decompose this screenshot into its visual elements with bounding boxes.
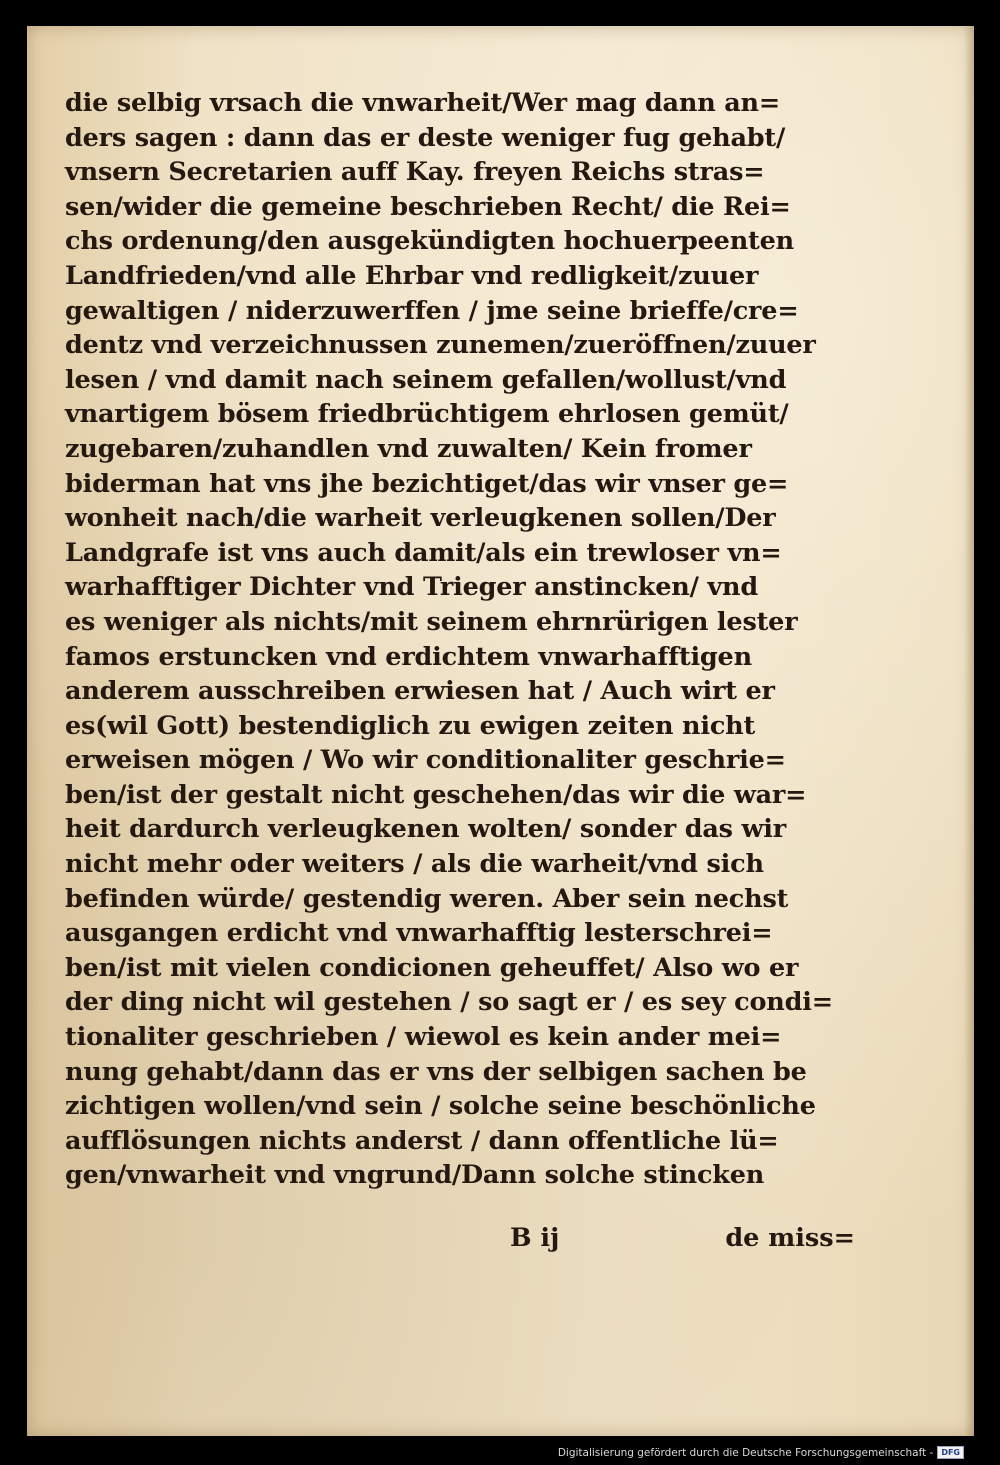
text-line: vnsern Secretarien auff Kay. freyen Reichs stras=	[65, 157, 765, 188]
text-line: es weniger als nichts/mit seinem ehrnrürigen lester	[65, 606, 798, 637]
text-line: dentz vnd verzeichnussen zunemen/zueröffnen/zuuer	[65, 330, 816, 361]
text-line: nung gehabt/dann das er vns der selbigen sachen be	[65, 1056, 807, 1087]
text-line: biderman hat vns jhe bezichtiget/das wir vnser ge=	[65, 468, 789, 499]
text-line: famos erstuncken vnd erdichtem vnwarhafftigen	[65, 641, 752, 672]
text-line: lesen / vnd damit nach seinem gefallen/wollust/vnd	[65, 364, 787, 395]
signature-line	[65, 1221, 855, 1255]
text-line: der ding nicht wil gestehen / so sagt er / es sey condi=	[65, 987, 833, 1018]
body-text	[65, 86, 855, 1193]
signature-mark: B ij	[510, 1223, 560, 1253]
text-line: vnartigem bösem friedbrüchtigem ehrlosen gemüt/	[65, 399, 789, 430]
funding-credit	[558, 1446, 964, 1459]
text-line: zichtigen wollen/vnd sein / solche seine beschönliche	[65, 1091, 816, 1122]
text-line: sen/wider die gemeine beschrieben Recht/ die Rei=	[65, 191, 791, 222]
text-line: ben/ist der gestalt nicht geschehen/das wir die war=	[65, 779, 807, 810]
text-line: ders sagen : dann das er deste weniger fug gehabt/	[65, 122, 786, 153]
funding-credit-text: Digitalisierung gefördert durch die Deutsche Forschungsgemeinschaft -	[557, 1446, 934, 1459]
text-line: Landfrieden/vnd alle Ehrbar vnd redligkeit/zuuer	[65, 260, 759, 291]
text-line: die selbig vrsach die vnwarheit/Wer mag dann an=	[65, 88, 781, 118]
text-line: gen/vnwarheit vnd vngrund/Dann solche stincken	[65, 1160, 765, 1191]
text-line: ben/ist mit vielen condicionen geheuffet/ Also wo er	[65, 952, 799, 983]
text-line: aufflösungen nichts anderst / dann offentliche lü=	[65, 1125, 779, 1156]
text-line: tionaliter geschrieben / wiewol es kein ander mei=	[65, 1022, 782, 1053]
text-line: warhafftiger Dichter vnd Trieger anstincken/ vnd	[65, 572, 758, 603]
text-line: chs ordenung/den ausgekündigten hochuerpeenten	[65, 226, 794, 257]
text-line: nicht mehr oder weiters / als die warheit/vnd sich	[65, 849, 764, 880]
dfg-logo: DFG	[937, 1446, 964, 1459]
text-line: anderem ausschreiben erwiesen hat / Auch wirt er	[65, 676, 775, 707]
catchword: de miss=	[725, 1223, 855, 1253]
book-page	[27, 26, 974, 1436]
text-line: ausgangen erdicht vnd vnwarhafftig lesterschrei=	[65, 918, 773, 949]
text-line: gewaltigen / niderzuwerffen / jme seine brieffe/cre=	[65, 295, 799, 326]
text-line: zugebaren/zuhandlen vnd zuwalten/ Kein fromer	[65, 433, 752, 464]
text-line: befinden würde/ gestendig weren. Aber sein nechst	[65, 883, 789, 914]
text-line: erweisen mögen / Wo wir conditionaliter geschrie=	[65, 745, 786, 776]
text-line: es(wil Gott) bestendiglich zu ewigen zeiten nicht	[65, 710, 756, 741]
text-line: wonheit nach/die warheit verleugkenen sollen/Der	[65, 503, 776, 534]
text-line: Landgrafe ist vns auch damit/als ein trewloser vn=	[65, 537, 782, 568]
text-line: heit dardurch verleugkenen wolten/ sonder das wir	[65, 814, 786, 845]
page-edge-shadow	[964, 26, 974, 1436]
